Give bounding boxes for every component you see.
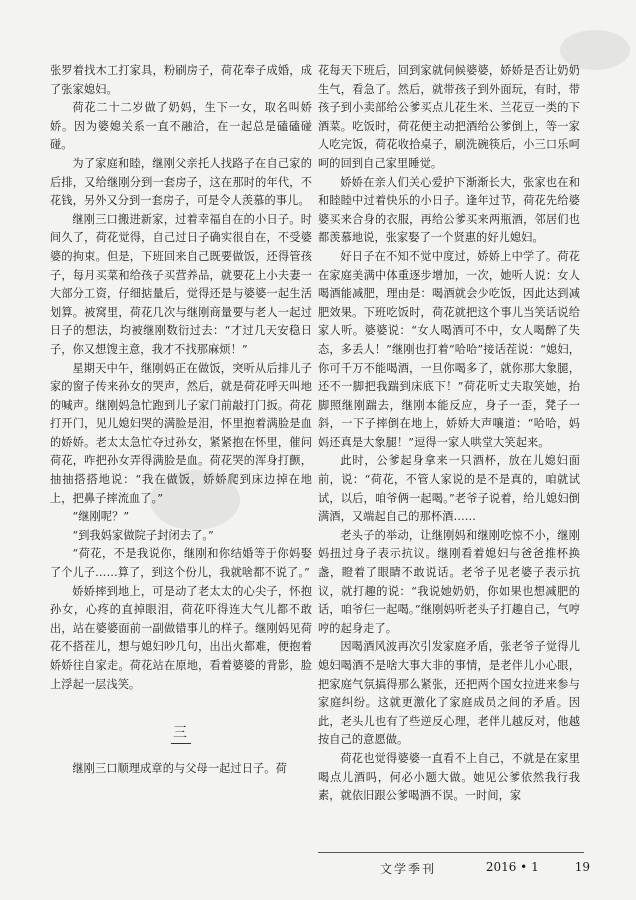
footer-divider <box>318 852 584 853</box>
body-paragraph: 为了家庭和睦，继刚父亲托人找路子在自己家的后排，又给继刚分到一套房子，这在那时的年代，不花钱，另外又分到一套房子，可是令人羡慕的事儿。 <box>50 156 312 208</box>
left-column <box>50 62 312 778</box>
body-paragraph: 荷花二十二岁做了奶妈，生下一女，取名叫娇娇。因为婆媳关系一直不融洽，在一起总是磕磕碰碰。 <box>50 101 312 152</box>
body-paragraph: 好日子在不知不觉中度过，娇娇上中学了。荷花在家庭美满中体重逐步增加，一次，她听人说：女人喝酒能减肥，理由是：喝酒就会少吃饭，因此达到减肥效果。下班吃饭时，荷花就把这个事儿当笑话说给家人听。婆婆说：“女人喝酒可不中，女人喝醉了失态，多丢人！”继刚也打着“哈哈”接话茬说：“媳妇，你可千万不能喝酒，一旦你喝多了，就你那大象腿，还不一脚把我踹到床底下！”荷花听丈夫取笑她，抬脚照继刚踹去，继刚本能反应，身子一歪，凳子一斜，一下子摔倒在地上，娇娇大声嚷道：“哈哈，妈妈还真是大象腿！”逗得一家人哄堂大笑起来。 <box>318 249 580 449</box>
body-paragraph: 继刚三口搬进新家，过着幸福自在的小日子。时间久了，荷花觉得，自己过日子确实很自在，不受婆婆的拘束。但是，下班回来自己既要做饭，还得管孩子，每月买菜和给孩子买营养品，就要花上小夫妻一大部分工资，仔细掂量后，觉得还是与婆婆一起生活划算。被窝里，荷花几次与继刚商量要与老人一起过日子的想法，均被继刚数衍过去：“才过几天安稳日子，你又想馊主意，我才不找那麻烦！” <box>50 212 312 356</box>
page-number: 19 <box>574 860 590 874</box>
dialogue-line: “到我妈家做院子封闭去了。” <box>72 528 214 542</box>
body-paragraph: 继刚三口顺理成章的与父母一起过日子。荷 <box>72 761 287 775</box>
body-paragraph: 荷花也觉得婆婆一直看不上自己，不就是在家里喝点儿酒吗，何必小题大做。她见公爹依然我行我素，就依旧跟公爹喝酒不误。一时间，家 <box>318 751 580 803</box>
body-paragraph: 张罗着找木工打家具，粉刷房子，荷花奉子成婚，成了张家媳妇。 <box>50 64 312 96</box>
body-paragraph: 此时，公爹起身拿来一只酒杯，放在儿媳妇面前，说：“荷花，不管人家说的是不是真的，咱就试试，以后，咱爷俩一起喝。”老爷子说着，给儿媳妇倒满酒，又端起自己的那杯酒…… <box>318 454 580 524</box>
dialogue-line: “继刚呢？” <box>72 510 130 524</box>
body-paragraph: 星期天中午，继刚妈正在做饭，突听从后排儿子家的窗子传来孙女的哭声，然后，就是荷花呼天叫地的喊声。继刚妈急忙跑到儿子家门前敲打门扳。荷花打开门，见儿媳妇哭的满脸是泪，怀里抱着满脸是血的娇娇。老太太急忙夺过孙女，紧紧抱在怀里，催问荷花，咋把孙女弄得满脸是血。荷花哭的浑身打颤，抽抽搭搭地说：“我在做饭，娇娇爬到床边掉在地上，把鼻子摔流血了。” <box>50 361 312 505</box>
section-number: 三 <box>171 724 191 744</box>
section-heading <box>50 724 312 744</box>
magazine-name: 文学季刊 <box>380 862 437 876</box>
issue-number: 2016 • 1 <box>485 860 539 874</box>
body-paragraph: 因喝酒风波再次引发家庭矛盾，张老爷子觉得儿媳妇喝酒不是啥大事大非的事情，是老伴儿小心眼，把家庭气氛搞得那么紧张，还把两个国女拉进来参与家庭纠纷。这就更激化了家庭成员之间的矛盾。因此，老头儿也有了些逆反心理，老伴儿越反对，他越按自己的意愿做。 <box>318 640 580 747</box>
body-paragraph: 老头子的举动，让继刚妈和继刚吃惊不小，继刚妈扭过身子表示抗议。继刚看着媳妇与爸爸推杯换盏，瞪着了眼睛不敢说话。老爷子见老婆子表示抗议，就打趣的说：“我说她奶奶，你如果也想减肥的话，咱爷仨一起喝。”继刚妈听老头子打趣自己，气哼哼的起身走了。 <box>318 528 580 635</box>
body-paragraph: 娇娇在亲人们关心爱护下渐渐长大，张家也在和和睦睦中过着快乐的小日子。逢年过节，荷花先给婆婆买来合身的衣服，再给公爹买来两瓶酒，邻居们也都羡慕地说，张家娶了一个贤惠的好儿媳妇。 <box>318 175 580 245</box>
dialogue-line: “荷花，不是我说你，继刚和你结婚等于你妈娶了个儿子……算了，到这个份儿，我就啥都不说了。” <box>50 547 312 580</box>
body-paragraph: 花每天下班后，回到家就伺候婆婆，娇娇是否让奶奶生气，看急了。然后，就带孩子到外面玩，有时，带孩子到小卖部给公爹买点儿花生米、兰花豆一类的下酒菜。吃饭时，荷花便主动把酒给公爹倒上，等一家人吃完饭，荷花收拾桌子，刷洗碗筷后，小三口乐呵呵的回到自己家里睡觉。 <box>318 64 580 170</box>
body-paragraph: 娇娇摔到地上，可是动了老太太的心尖子，怀抱孙女，心疼的直掉眼泪，荷花吓得连大气儿都不敢出，站在婆婆面前一副做错事儿的样子。继刚妈见荷花不搭茬儿，想与媳妇吵几句，出出火都难，便抱着娇娇往自家走。荷花站在原地，看着婆婆的背影，脸上浮起一层浅笑。 <box>50 584 312 691</box>
page-footer <box>380 860 590 877</box>
right-column <box>318 62 580 806</box>
